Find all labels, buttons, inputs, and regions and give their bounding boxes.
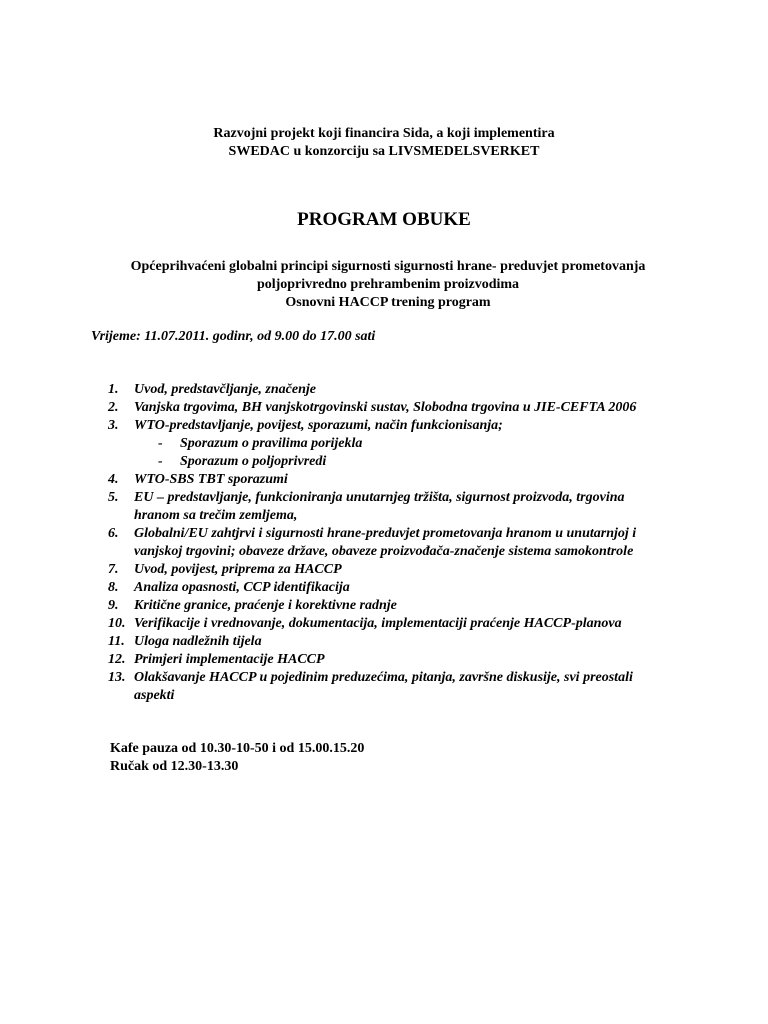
agenda-item [108, 525, 688, 561]
agenda-subitem [134, 453, 688, 471]
agenda-item-number: 13. [108, 670, 126, 685]
project-header [0, 125, 768, 161]
agenda-item-text: Uvod, povijest, pripremа za HACCP [134, 562, 342, 577]
agenda-item-text: Kritične granice, praćenje i korektivne radnje [134, 598, 397, 613]
agenda-item-text: hranom sa trečim zemljema, [134, 508, 298, 523]
agenda-list [108, 381, 688, 705]
agenda-item-text: WTO-SBS TBT sporazumi [134, 472, 288, 487]
agenda-item [108, 381, 688, 399]
agenda-item [108, 417, 688, 471]
agenda-item-number: 5. [108, 490, 119, 505]
agenda-item-text: Olakšavanje HACCP u pojedinim preduzećima, pitanja, završne diskusije, svi preostali [134, 670, 633, 685]
agenda-item-text: Primjeri implementacije HACCP [134, 652, 325, 667]
agenda-item [108, 579, 688, 597]
header-line-2: SWEDAC u konzorciju sa LIVSMEDELSVERKET [228, 144, 540, 159]
agenda-item [108, 399, 688, 417]
dash-bullet: - [158, 454, 163, 469]
agenda-item-text: Verifikacije i vrednovanje, dokumentacija, implementaciji praćenje HACCP-planova [134, 616, 622, 631]
breaks-info [110, 740, 364, 776]
agenda-subitem-text: Sporazum o poljoprivredi [180, 454, 327, 469]
coffee-break: Kafe pauza od 10.30-10-50 i od 15.00.15.20 [110, 741, 365, 756]
agenda-item [108, 561, 688, 579]
agenda-item-text: Globalni/EU zahtjrvi i sigurnosti hrane-preduvjet prometovanja hranom u unutarnjoj i [134, 526, 637, 541]
schedule-time: Vrijeme: 11.07.2011. godinr, od 9.00 do 17.00 sati [91, 329, 376, 344]
subtitle-line-1: Općeprihvaćeni globalni principi sigurnosti sigurnosti hrane- preduvjet prometovanja [130, 259, 646, 274]
agenda-sublist [134, 435, 688, 471]
agenda-item-number: 4. [108, 472, 119, 487]
page-title: PROGRAM OBUKE [297, 209, 471, 230]
agenda-item-text: Uvod, predstavčljanje, značenje [134, 382, 316, 397]
agenda-item-number: 9. [108, 598, 119, 613]
dash-bullet: - [158, 436, 163, 451]
agenda-item [108, 669, 688, 705]
agenda-subitem [134, 435, 688, 453]
agenda-item-text: Uloga nadležnih tijela [134, 634, 262, 649]
agenda-item-number: 3. [108, 418, 119, 433]
lunch-break: Ručak od 12.30-13.30 [110, 759, 239, 774]
agenda-item [108, 633, 688, 651]
agenda-item-text: aspekti [134, 688, 175, 703]
agenda-item [108, 651, 688, 669]
program-subtitle [0, 258, 768, 312]
agenda-subitem-text: Sporazum o pravilima porijekla [180, 436, 363, 451]
agenda-item-number: 2. [108, 400, 119, 415]
agenda-item-text: Analiza opasnosti, CCP identifikacija [134, 580, 350, 595]
subtitle-line-3: Osnovni HACCP trening program [285, 295, 491, 310]
agenda-item-number: 7. [108, 562, 119, 577]
agenda-item-number: 10. [108, 616, 126, 631]
agenda-item-number: 6. [108, 526, 119, 541]
subtitle-line-2: poljoprivredno prehrambenim proizvodima [256, 277, 520, 292]
agenda-item [108, 597, 688, 615]
agenda-item-text: vanjskoj trgovini; obaveze države, obaveze proizvođača-značenje sistema samokontrole [134, 544, 634, 559]
agenda-item-number: 11. [108, 634, 125, 649]
agenda-item [108, 489, 688, 525]
agenda-item-number: 12. [108, 652, 126, 667]
header-line-1: Razvojni projekt koji financira Sida, a koji implementira [213, 126, 555, 141]
agenda-item [108, 471, 688, 489]
agenda-item-number: 1. [108, 382, 119, 397]
agenda-item-text: Vanjska trgovima, BH vanjskotrgovinski sustav, Slobodna trgovina u JIE-CEFTA 2006 [134, 400, 637, 415]
agenda-item-number: 8. [108, 580, 119, 595]
agenda-item [108, 615, 688, 633]
agenda-item-text: WTO-predstavljanje, povijest, sporazumi, način funkcionisanja; [134, 418, 503, 433]
agenda-item-text: EU – predstavljanje, funkcioniranja unutarnjeg tržišta, sigurnost proizvoda, trgovina [134, 490, 625, 505]
